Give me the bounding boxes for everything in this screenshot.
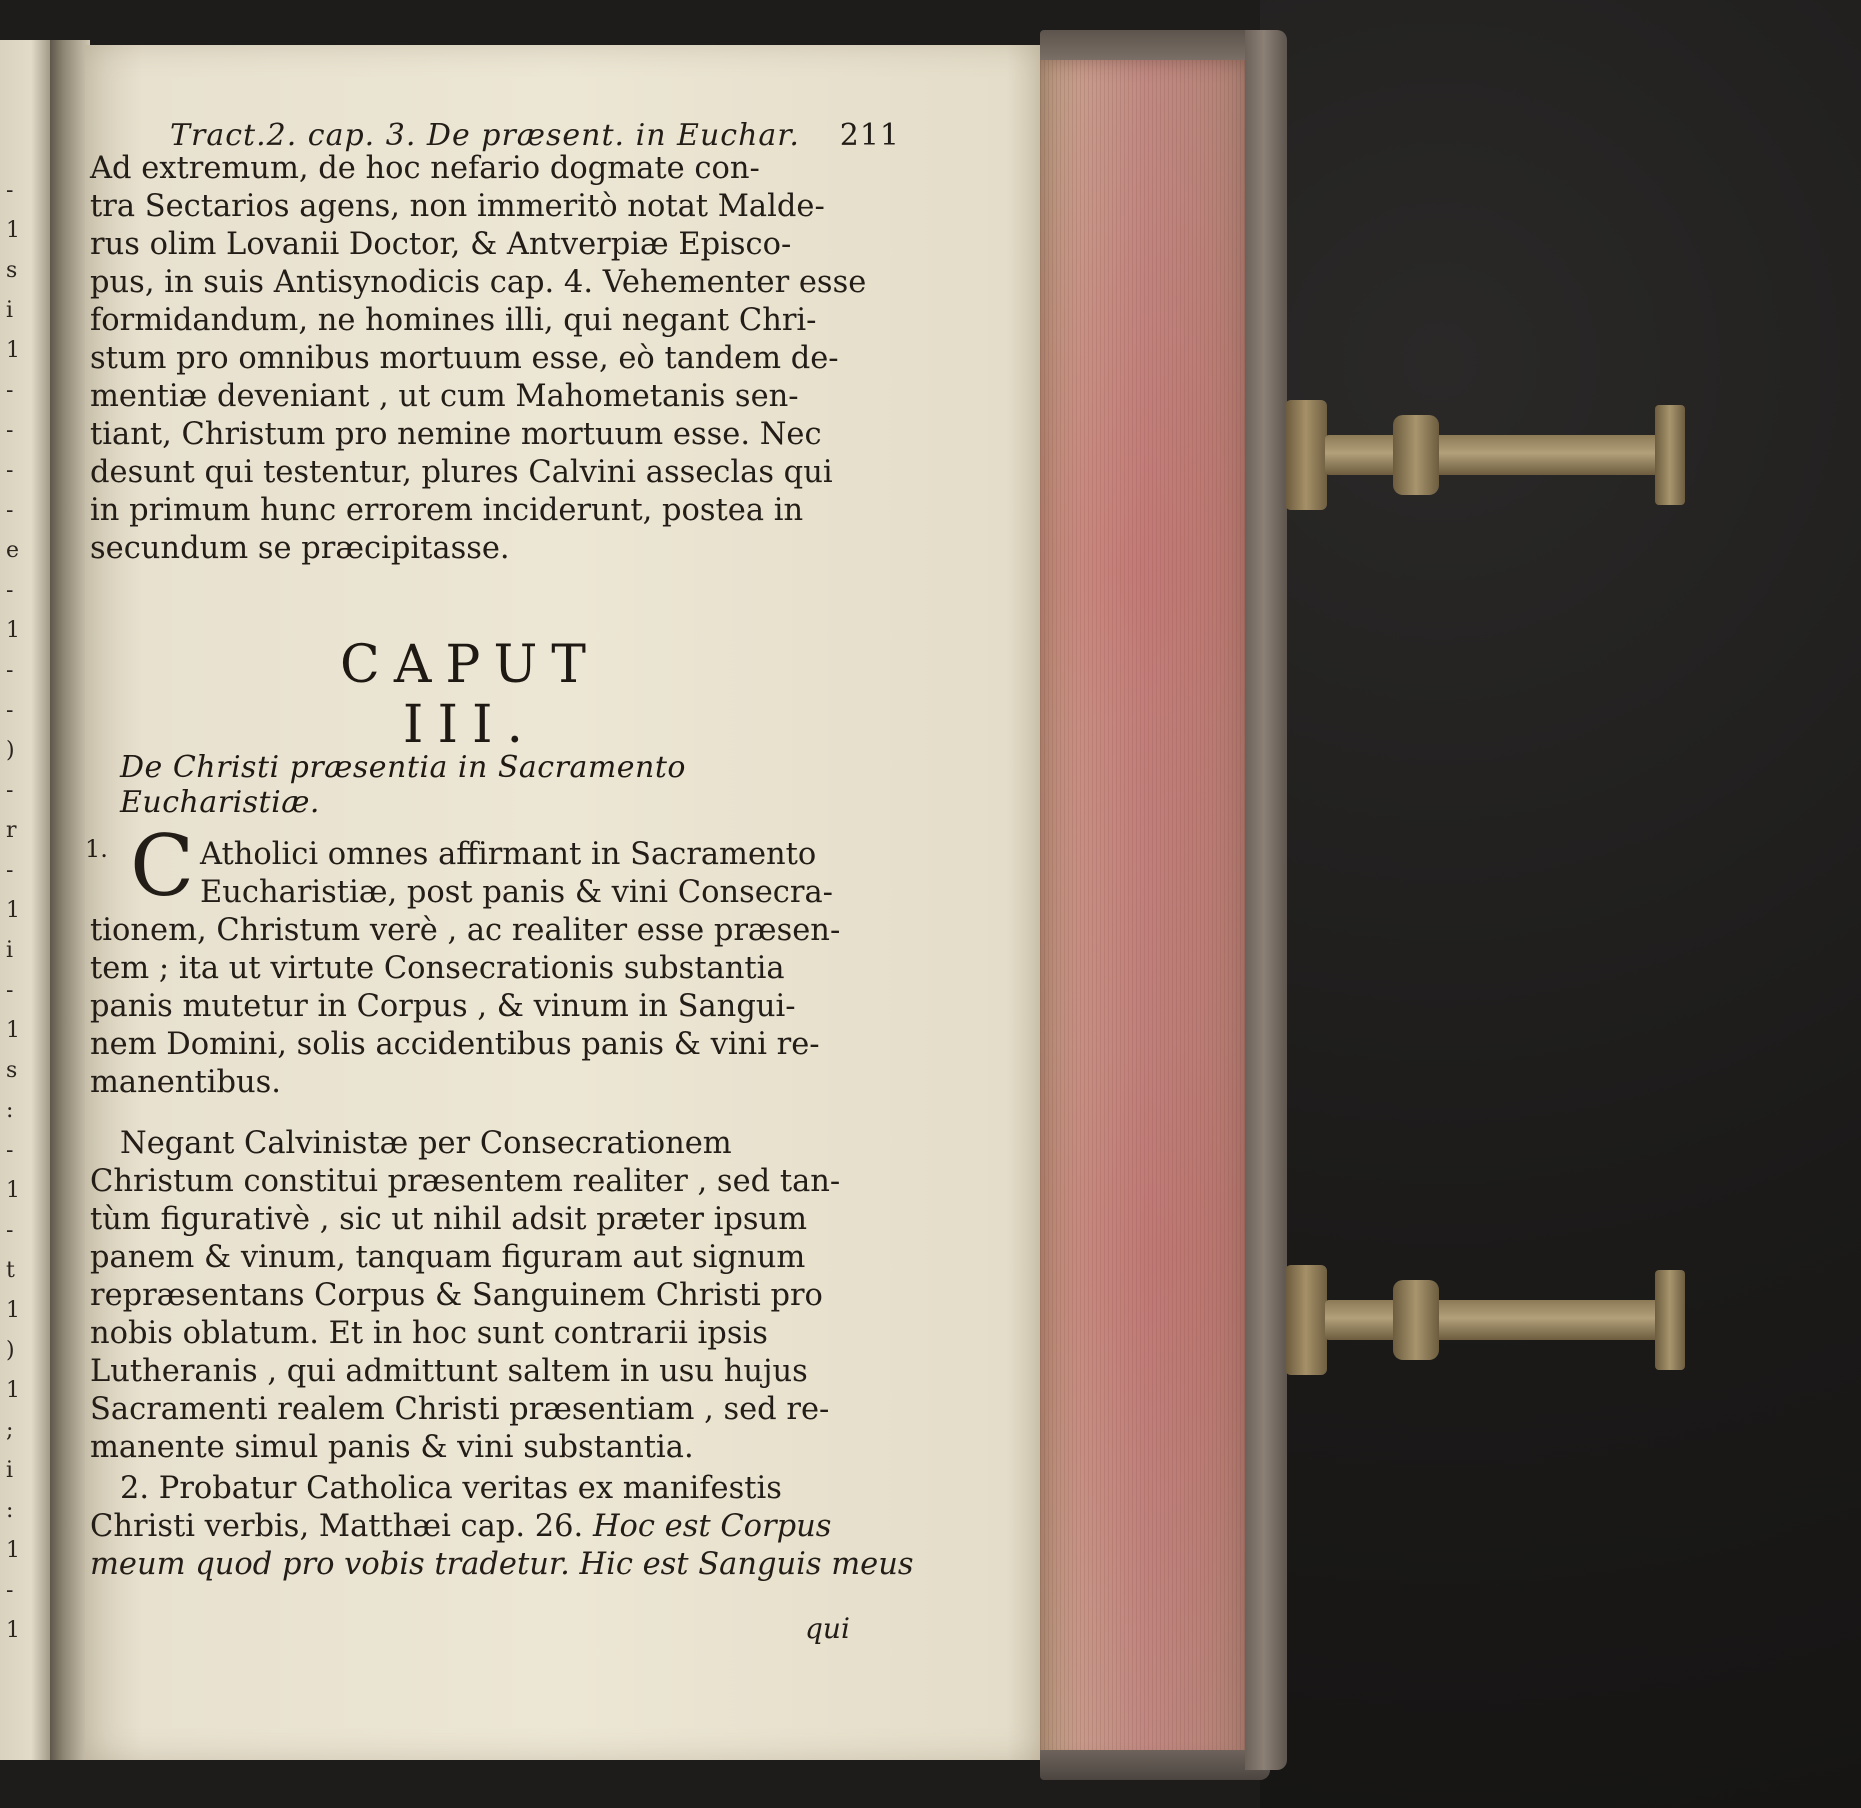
text-line: panem & vinum, tanquam figuram aut signum	[90, 1240, 806, 1275]
left-page-glyph: -	[6, 1218, 14, 1243]
clasp-knob-icon	[1393, 1280, 1439, 1360]
left-page-glyph: -	[6, 978, 14, 1003]
background-cloth	[1260, 0, 1861, 1808]
text-line: Sacramenti realem Christi præsentiam , sed re-	[90, 1392, 830, 1427]
text-line: Lutheranis , qui admittunt saltem in usu hujus	[90, 1354, 808, 1389]
page-number: 211	[839, 118, 900, 153]
board-bottom	[1040, 1750, 1270, 1780]
clasp-end-icon	[1655, 405, 1685, 505]
clasp-end-icon	[1655, 1270, 1685, 1370]
clasp-hinge-icon	[1285, 1265, 1327, 1375]
text-line: tionem, Christum verè , ac realiter esse præsen-	[90, 913, 841, 948]
text-line: nobis oblatum. Et in hoc sunt contrarii ipsis	[90, 1316, 768, 1351]
clasp-bar-icon	[1325, 435, 1685, 475]
chapter-title: CAPUT III.	[340, 635, 600, 755]
text-line: tùm figurativè , sic ut nihil adsit præter ipsum	[90, 1202, 808, 1237]
left-page-glyph: i	[6, 938, 14, 963]
text-line: Negant Calvinistæ per Consecrationem	[120, 1126, 732, 1161]
paragraph-1	[90, 150, 905, 568]
left-page-glyph: 1	[6, 1018, 20, 1043]
text-line: pus, in suis Antisynodicis cap. 4. Vehementer esse	[90, 265, 867, 300]
left-page-glyph: 1	[6, 898, 20, 923]
left-page-glyph: 1	[6, 1378, 20, 1403]
left-page-glyph: 1	[6, 1178, 20, 1203]
left-page-glyph: -	[6, 378, 14, 403]
left-page-glyph: )	[6, 738, 15, 763]
left-page	[0, 40, 54, 1760]
paragraph-3	[90, 1125, 905, 1467]
left-page-glyph: -	[6, 698, 14, 723]
left-page-marks	[6, 180, 46, 1680]
left-page-glyph: t	[6, 1258, 15, 1283]
left-page-glyph: -	[6, 178, 14, 203]
text-line: tem ; ita ut virtute Consecrationis substantia	[90, 951, 785, 986]
left-page-glyph: r	[6, 818, 17, 843]
text-line: repræsentans Corpus & Sanguinem Christi pro	[90, 1278, 823, 1313]
text-line: formidandum, ne homines illi, qui negant Chri-	[90, 303, 817, 338]
text-line: tiant, Christum pro nemine mortuum esse. Nec	[90, 417, 822, 452]
text-line: stum pro omnibus mortuum esse, eò tandem de-	[90, 341, 839, 376]
text-line: tra Sectarios agens, non immeritò notat Malde-	[90, 189, 825, 224]
left-page-glyph: 1	[6, 1538, 20, 1563]
clasp-knob-icon	[1393, 415, 1439, 495]
board-top	[1040, 30, 1270, 60]
text-line: manente simul panis & vini substantia.	[90, 1430, 694, 1465]
scripture-quote: meum quod pro vobis tradetur. Hic est Sanguis meus	[90, 1547, 914, 1582]
left-page-glyph: -	[6, 418, 14, 443]
paragraph-4	[90, 1470, 914, 1584]
left-page-glyph: -	[6, 658, 14, 683]
text-line: mentiæ deveniant , ut cum Mahometanis sen-	[90, 379, 799, 414]
left-page-glyph: i	[6, 298, 14, 323]
text-line: panis mutetur in Corpus , & vinum in Sangui-	[90, 989, 796, 1024]
text-line: Christi verbis, Matthæi cap. 26. Hoc est Corpus	[90, 1509, 832, 1544]
text-line: in primum hunc errorem inciderunt, postea in	[90, 493, 804, 528]
book-board	[1245, 30, 1287, 1770]
paragraph-2	[85, 817, 905, 1102]
drop-cap: C	[130, 817, 195, 915]
running-title: Tract.2. cap. 3. De præsent. in Euchar.	[170, 118, 800, 153]
text-line: Christum constitui præsentem realiter , sed tan-	[90, 1164, 841, 1199]
left-page-glyph: -	[6, 458, 14, 483]
left-page-glyph: -	[6, 1138, 14, 1163]
text-line: 2. Probatur Catholica veritas ex manifestis	[120, 1471, 782, 1506]
left-page-glyph: s	[6, 258, 18, 283]
clasp-bar-icon	[1325, 1300, 1685, 1340]
left-page-glyph: 1	[6, 1298, 20, 1323]
scripture-quote: Hoc est Corpus	[592, 1509, 832, 1544]
left-page-glyph: 1	[6, 218, 20, 243]
clasp-hinge-icon	[1285, 400, 1327, 510]
left-page-glyph: :	[6, 1498, 14, 1523]
left-page-glyph: )	[6, 1338, 15, 1363]
left-page-glyph: -	[6, 578, 14, 603]
text-line: Ad extremum, de hoc nefario dogmate con-	[90, 151, 760, 186]
left-page-glyph: -	[6, 498, 14, 523]
left-page-glyph: s	[6, 1058, 18, 1083]
gutter	[50, 40, 90, 1760]
text-line: desunt qui testentur, plures Calvini asseclas qui	[90, 455, 833, 490]
left-page-glyph: 1	[6, 338, 20, 363]
chapter-subtitle: De Christi præsentia in Sacramento Eucharistiæ.	[120, 750, 686, 820]
left-page-glyph: :	[6, 1098, 14, 1123]
text-line: Atholici omnes affirmant in Sacramento	[200, 837, 817, 872]
left-page-glyph: -	[6, 858, 14, 883]
left-page-glyph: e	[6, 538, 20, 563]
text-line: rus olim Lovanii Doctor, & Antverpiæ Episco-	[90, 227, 792, 262]
text-line: manentibus.	[90, 1065, 281, 1100]
text-line: Eucharistiæ, post panis & vini Consecra-	[200, 875, 833, 910]
text-line: nem Domini, solis accidentibus panis & vini re-	[90, 1027, 820, 1062]
catchword: qui	[805, 1612, 850, 1645]
text-line: secundum se præcipitasse.	[90, 531, 510, 566]
paragraph-number: 1.	[85, 835, 108, 863]
left-page-glyph: -	[6, 778, 14, 803]
left-page-glyph: ;	[6, 1418, 14, 1443]
left-page-glyph: 1	[6, 618, 20, 643]
page-edges	[1040, 60, 1250, 1765]
left-page-glyph: 1	[6, 1618, 20, 1643]
left-page-glyph: -	[6, 1578, 14, 1603]
left-page-glyph: i	[6, 1458, 14, 1483]
